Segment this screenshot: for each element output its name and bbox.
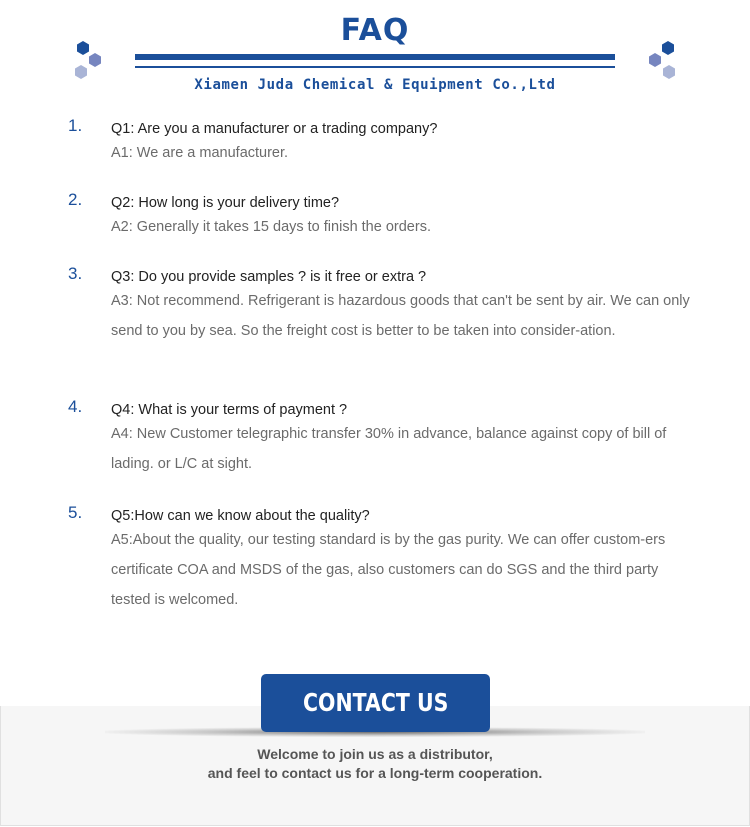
- welcome-message: [0, 745, 750, 783]
- faq-question: Q4: What is your terms of payment ?: [111, 402, 348, 418]
- hexagon-icon: [649, 53, 661, 67]
- faq-question: Q5:How can we know about the quality?: [111, 508, 370, 524]
- hexagon-icon: [77, 41, 89, 55]
- faq-number: 3.: [68, 264, 83, 283]
- faq-question: Q3: Do you provide samples ? is it free or extra ?: [111, 269, 427, 285]
- page-title: FAQ: [340, 13, 410, 48]
- company-name: Xiamen Juda Chemical & Equipment Co.,Ltd: [194, 77, 556, 93]
- hexagon-icon: [662, 41, 674, 55]
- welcome-line: and feel to contact us for a long-term cooperation.: [207, 765, 543, 781]
- title-divider-thick: [135, 54, 615, 60]
- faq-question: Q2: How long is your delivery time?: [111, 195, 340, 211]
- faq-question: Q1: Are you a manufacturer or a trading company?: [111, 121, 438, 137]
- title-divider-thin: [135, 66, 615, 68]
- faq-answer: A5:About the quality, our testing standard is by the gas purity. We can offer custom-ers certificate COA and MSDS of the gas, also customers can do SGS and the third party tested is welcomed.: [111, 532, 666, 608]
- hexagon-icon: [89, 53, 101, 67]
- faq-number: 4.: [68, 397, 83, 416]
- faq-answer: A1: We are a manufacturer.: [111, 145, 289, 161]
- faq-answer: A2: Generally it takes 15 days to finish the orders.: [111, 219, 431, 235]
- faq-answer: A4: New Customer telegraphic transfer 30% in advance, balance against copy of bill of lading. or L/C at sight.: [111, 426, 667, 472]
- contact-us-button[interactable]: [261, 674, 490, 732]
- faq-answer: A3: Not recommend. Refrigerant is hazardous goods that can't be sent by air. We can only send to you by sea. So the freight cost is better to be taken into consider-ation.: [111, 293, 690, 339]
- faq-number: 1.: [68, 116, 83, 135]
- faq-number: 2.: [68, 190, 83, 209]
- faq-number: 5.: [68, 503, 83, 522]
- welcome-line: Welcome to join us as a distributor,: [257, 746, 493, 762]
- contact-us-label: CONTACT US: [302, 688, 449, 717]
